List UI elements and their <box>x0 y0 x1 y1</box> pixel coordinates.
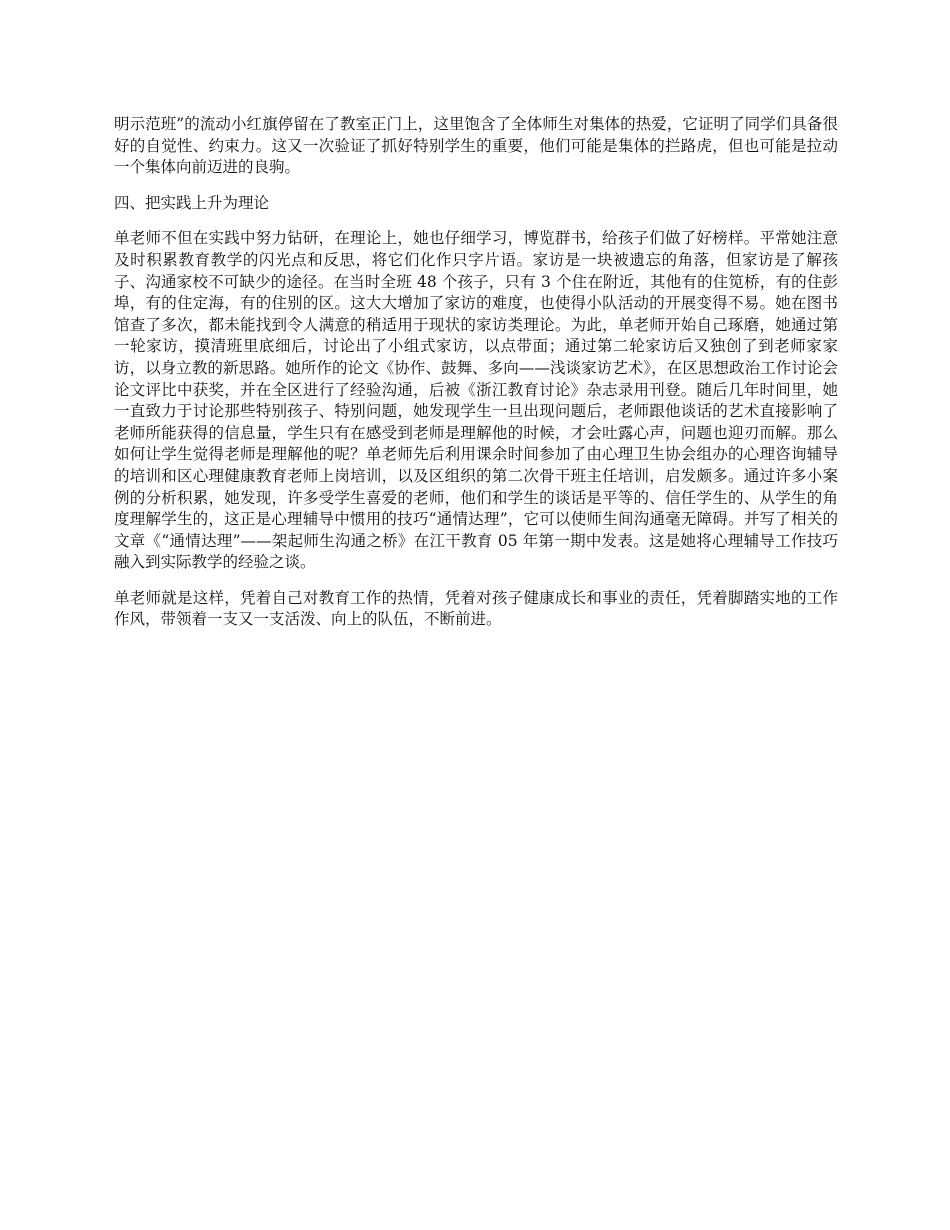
paragraph-conclusion: 单老师就是这样，凭着自己对教育工作的热情，凭着对孩子健康成长和事业的责任，凭着脚踏实地的工作作风，带领着一支又一支活泼、向上的队伍，不断前进。 <box>114 588 838 629</box>
paragraph-continuation: 明示范班”的流动小红旗停留在了教室正门上，这里饱含了全体师生对集体的热爱，它证明了同学们具备很好的自觉性、约束力。这又一次验证了抓好特别学生的重要，他们可能是集体的拦路虎，但也可能是拉动一个集体向前迈进的良驹。 <box>114 115 838 177</box>
section-heading: 四、把实践上升为理论 <box>114 193 270 212</box>
paragraph-theory: 单老师不但在实践中努力钻研，在理论上，她也仔细学习，博览群书，给孩子们做了好榜样。平常她注意及时积累教育教学的闪光点和反思，将它们化作只字片语。家访是一块被遗忘的角落，但家访是了解孩子、沟通家校不可缺少的途径。在当时全班 48 个孩子，只有 3 个住在附近，其他有的住笕桥，有的住彭埠，有的住定海，有的住别的区。这大大增加了家访的难度，也使得小队活动的开展变得不易。她在图书馆查了多次，都未能找到令人满意的稍适用于现状的家访类理论。为此，单老师开始自己琢磨，她通过第一轮家访，摸清班里底细后，讨论出了小组式家访，以点带面；通过第二轮家访后又独创了到老师家家访，以身立教的新思路。她所作的论文《协作、鼓舞、多向——浅谈家访艺术》，在区思想政治工作讨论会论文评比中获奖，并在全区进行了经验沟通，后被《浙江教育讨论》杂志录用刊登。随后几年时间里，她一直致力于讨论那些特别孩子、特别问题，她发现学生一旦出现问题后，老师跟他谈话的艺术直接影响了老师所能获得的信息量，学生只有在感受到老师是理解他的时候，才会吐露心声，问题也迎刃而解。那么如何让学生觉得老师是理解他的呢？单老师先后利用课余时间参加了由心理卫生协会组办的心理咨询辅导的培训和区心理健康教育老师上岗培训，以及区组织的第二次骨干班主任培训，启发颇多。通过许多小案例的分析积累，她发现，许多受学生喜爱的老师，他们和学生的谈话是平等的、信任学生的、从学生的角度理解学生的，这正是心理辅导中惯用的技巧“通情达理”，它可以使师生间沟通毫无障碍。并写了相关的文章《“通情达理”——架起师生沟通之桥》在江干教育 05 年第一期中发表。这是她将心理辅导工作技巧融入到实际教学的经验之谈。 <box>114 229 838 572</box>
document-body <box>114 114 838 645</box>
